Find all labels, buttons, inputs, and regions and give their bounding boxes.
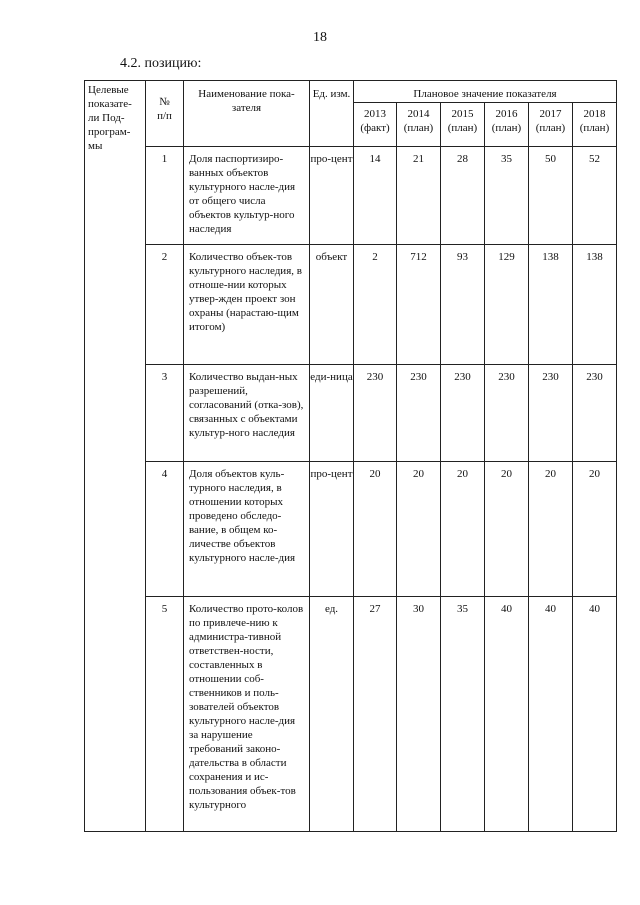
table-row [85, 245, 617, 365]
indicator-name: Количество выдан-ных разрешений, согласований (отка-зов), связанных с объектами культур-ного наследия [184, 365, 310, 462]
year-label: 2015 [451, 108, 474, 120]
value-cell: 230 [354, 365, 397, 462]
value-cell: 40 [573, 597, 617, 832]
value-cell: 20 [354, 462, 397, 597]
value-cell: 50 [529, 147, 573, 245]
value-cell: 20 [441, 462, 485, 597]
year-note: (факт) [360, 122, 390, 134]
value-cell: 129 [485, 245, 529, 365]
year-header [573, 103, 617, 147]
year-header [441, 103, 485, 147]
value-cell: 230 [529, 365, 573, 462]
year-label: 2013 [364, 108, 386, 120]
table-row [85, 147, 617, 245]
indicator-name: Доля паспортизиро-ванных объектов культурного насле-дия от общего числа объектов культур-ного наследия [184, 147, 310, 245]
value-cell: 40 [529, 597, 573, 832]
value-cell: 52 [573, 147, 617, 245]
section-title: 4.2. позицию: [120, 56, 202, 71]
unit-cell: про-цент [310, 462, 354, 597]
value-cell: 30 [397, 597, 441, 832]
year-label: 2014 [407, 108, 430, 120]
plan-value-header: Плановое значение показателя [354, 81, 617, 103]
value-cell: 35 [485, 147, 529, 245]
value-cell: 20 [397, 462, 441, 597]
unit-cell: объект [310, 245, 354, 365]
value-cell: 230 [397, 365, 441, 462]
value-cell: 28 [441, 147, 485, 245]
table-row [85, 462, 617, 597]
year-header [485, 103, 529, 147]
row-number: 5 [146, 597, 184, 832]
value-cell: 20 [529, 462, 573, 597]
table-row [85, 597, 617, 832]
year-label: 2017 [539, 108, 562, 120]
value-cell: 14 [354, 147, 397, 245]
year-note: (план) [403, 122, 434, 134]
unit-cell: еди-ница [310, 365, 354, 462]
value-cell: 40 [485, 597, 529, 832]
value-cell: 20 [485, 462, 529, 597]
value-cell: 35 [441, 597, 485, 832]
name-header: Наименование пока-зателя [184, 81, 310, 147]
year-label: 2016 [495, 108, 518, 120]
indicator-name: Доля объектов куль-турного наследия, в отношении которых проведено обследо-вание, в общем ко-личестве объектов культурного насле-дия [184, 462, 310, 597]
page-number: 18 [313, 30, 327, 45]
indicator-name: Количество прото-колов по привлече-нию к администра-тивной ответствен-ности, составленных в отношении соб-ственников и поль-зователей объектов культурного насле-дия за нарушение требований законо-дательства в области сохранения и ис-пользования объек-тов культурного [184, 597, 310, 832]
target-indicators-label: Целевые показате-ли Под-програм-мы [85, 81, 146, 832]
number-header-bottom: п/п [157, 110, 172, 122]
value-cell: 27 [354, 597, 397, 832]
row-number: 2 [146, 245, 184, 365]
row-number: 3 [146, 365, 184, 462]
value-cell: 93 [441, 245, 485, 365]
value-cell: 712 [397, 245, 441, 365]
value-cell: 2 [354, 245, 397, 365]
year-header [354, 103, 397, 147]
indicators-table [84, 80, 617, 832]
value-cell: 20 [573, 462, 617, 597]
year-note: (план) [579, 122, 610, 134]
indicator-name: Количество объек-тов культурного наследия, в отноше-нии которых утвер-жден проект зон охраны (нарастаю-щим итогом) [184, 245, 310, 365]
table-row [85, 365, 617, 462]
unit-cell: про-цент [310, 147, 354, 245]
value-cell: 138 [573, 245, 617, 365]
value-cell: 230 [573, 365, 617, 462]
year-header [529, 103, 573, 147]
value-cell: 138 [529, 245, 573, 365]
year-note: (план) [491, 122, 522, 134]
year-header [397, 103, 441, 147]
year-note: (план) [535, 122, 566, 134]
number-header [146, 81, 184, 147]
value-cell: 230 [441, 365, 485, 462]
unit-cell: ед. [310, 597, 354, 832]
year-note: (план) [447, 122, 478, 134]
row-number: 1 [146, 147, 184, 245]
row-number: 4 [146, 462, 184, 597]
unit-header: Ед. изм. [310, 81, 354, 147]
year-label: 2018 [583, 108, 606, 120]
number-header-top: № [159, 96, 170, 108]
value-cell: 230 [485, 365, 529, 462]
value-cell: 21 [397, 147, 441, 245]
